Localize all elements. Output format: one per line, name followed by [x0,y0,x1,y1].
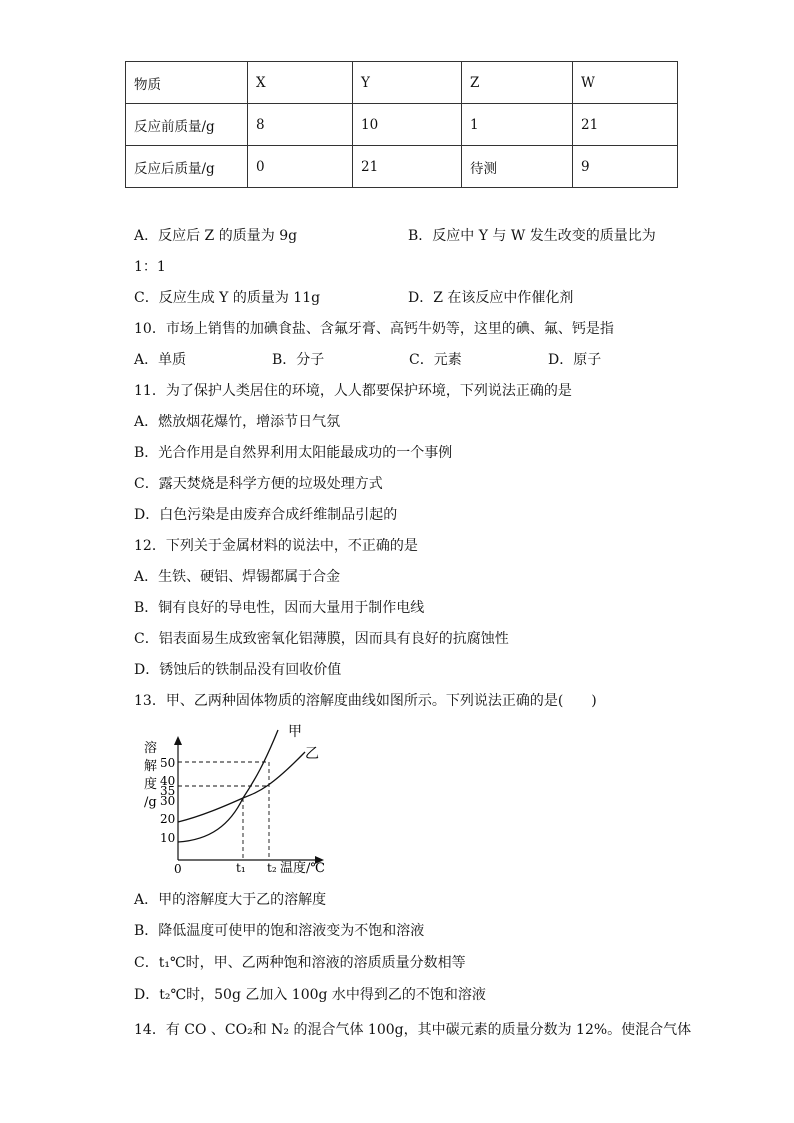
table-cell: 8 [248,104,353,146]
table-cell: 物质 [126,62,248,104]
mass-table [125,61,678,188]
q11-option-a: A．燃放烟花爆竹，增添节日气氛 [134,414,341,430]
q9-option-b: B．反应中 Y 与 W 发生改变的质量比为 [408,228,656,244]
q13-option-c: C．t₁℃时，甲、乙两种饱和溶液的溶质质量分数相等 [134,955,466,971]
table-cell: 1 [462,104,573,146]
y-tick-label: 35 [160,784,176,798]
q11-stem: 11．为了保护人类居住的环境，人人都要保护环境，下列说法正确的是 [134,383,572,399]
table-cell: 反应后质量/g [126,146,248,188]
table-cell: X [248,62,353,104]
q12-option-c: C．铝表面易生成致密氧化铝薄膜，因而具有良好的抗腐蚀性 [134,631,509,647]
y-label-char: /g [144,795,157,810]
y-tick-label: 50 [160,756,176,770]
table-cell: 21 [573,104,678,146]
q11-option-b: B．光合作用是自然界利用太阳能最成功的一个事例 [134,445,453,461]
q12-option-d: D．锈蚀后的铁制品没有回收价值 [134,662,342,678]
table-cell: Z [462,62,573,104]
y-tick-label: 20 [160,812,176,826]
q13-option-b: B．降低温度可使甲的饱和溶液变为不饱和溶液 [134,923,425,939]
table-row [126,104,678,146]
q14-stem: 14．有 CO 、CO₂和 N₂ 的混合气体 100g，其中碳元素的质量分数为 12%。使混合气体 [134,1022,692,1038]
q9-option-b-continued: 1：1 [134,259,166,275]
q10-stem: 10．市场上销售的加碘食盐、含氟牙膏、高钙牛奶等，这里的碘、氟、钙是指 [134,321,614,337]
x-tick-label: t₂ [267,861,277,875]
q10-option-b: B．分子 [272,352,325,368]
q12-option-b: B．铜有良好的导电性，因而大量用于制作电线 [134,600,425,616]
origin-label: 0 [174,862,182,876]
q13-option-d: D．t₂℃时，50g 乙加入 100g 水中得到乙的不饱和溶液 [134,987,486,1003]
y-label-char: 度 [144,777,158,792]
curve-label-jia: 甲 [288,724,302,740]
table-cell: 10 [353,104,462,146]
q13-stem: 13．甲、乙两种固体物质的溶解度曲线如图所示。下列说法正确的是( ) [134,693,597,709]
table-cell: 0 [248,146,353,188]
q9-option-d: D．Z 在该反应中作催化剂 [408,290,574,306]
q10-option-a: A．单质 [134,352,187,368]
q11-option-c: C．露天焚烧是科学方便的垃圾处理方式 [134,476,383,492]
y-axis-arrow-icon [174,736,182,745]
y-tick-label: 10 [160,831,176,845]
q13-option-a: A．甲的溶解度大于乙的溶解度 [134,892,327,908]
q9-option-c: C．反应生成 Y 的质量为 11g [134,290,321,306]
table-cell: 9 [573,146,678,188]
table-header-row [126,62,678,104]
y-tick-label: 30 [160,794,176,808]
q10-option-d: D．原子 [548,352,602,368]
table-cell: 反应前质量/g [126,104,248,146]
table-cell: W [573,62,678,104]
q12-stem: 12．下列关于金属材料的说法中，不正确的是 [134,538,418,554]
x-tick-label: t₁ [236,861,246,875]
q10-option-c: C．元素 [409,352,462,368]
table-row [126,146,678,188]
table-cell: Y [353,62,462,104]
q11-option-d: D．白色污染是由废弃合成纤维制品引起的 [134,507,398,523]
curve-label-yi: 乙 [305,746,319,762]
solubility-graph [140,720,340,880]
q12-option-a: A．生铁、硬铝、焊锡都属于合金 [134,569,341,585]
table-cell: 21 [353,146,462,188]
table-cell: 待测 [462,146,573,188]
x-axis-label: 温度/℃ [280,861,325,876]
y-tick-label: 40 [160,774,176,788]
y-label-char: 解 [144,759,158,774]
y-label-char: 溶 [144,741,158,756]
curve-yi [178,752,305,822]
q9-option-a: A．反应后 Z 的质量为 9g [134,228,298,244]
